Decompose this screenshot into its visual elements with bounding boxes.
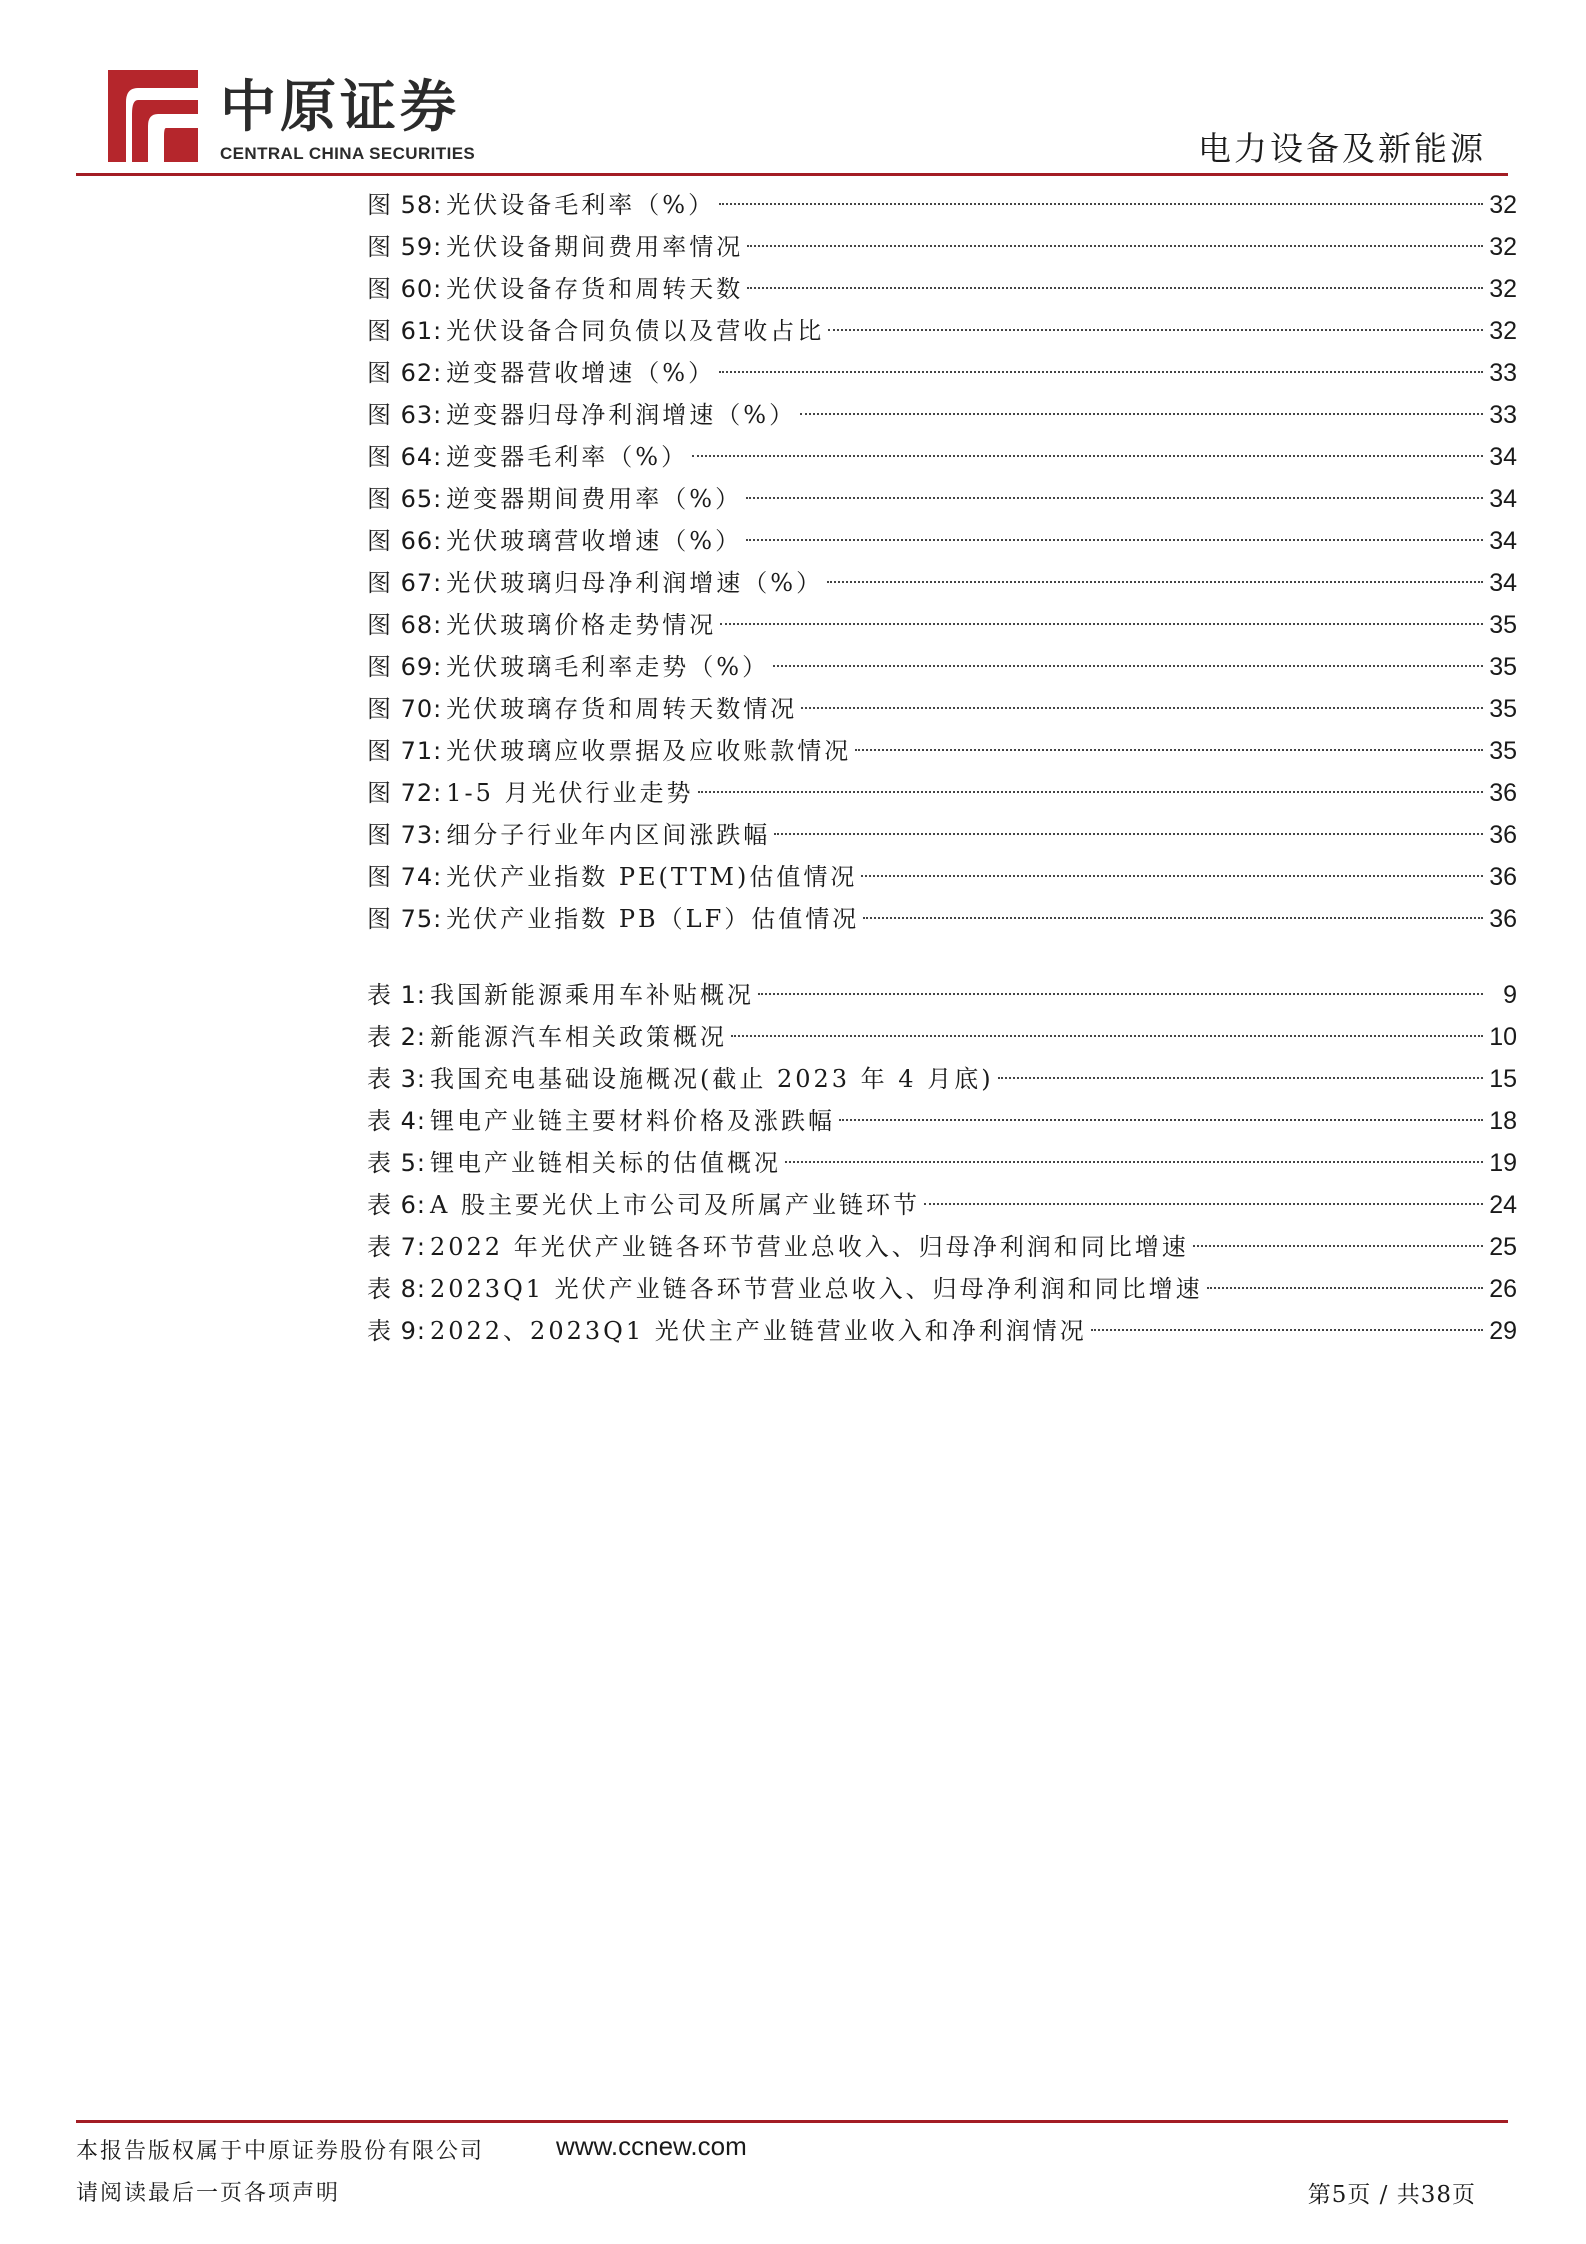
toc-entry-page: 36 xyxy=(1489,821,1517,849)
dot-leader xyxy=(800,413,1483,415)
toc-entry-title: A 股主要光伏上市公司及所属产业链环节 xyxy=(429,1191,920,1219)
toc-entry-page: 35 xyxy=(1489,611,1517,639)
toc-entry-title: 2022、2023Q1 光伏主产业链营业收入和净利润情况 xyxy=(429,1317,1087,1345)
figure-index-list xyxy=(367,184,1517,940)
dot-leader xyxy=(1207,1287,1483,1289)
toc-entry-page: 34 xyxy=(1489,443,1517,471)
dot-leader xyxy=(774,833,1483,835)
dot-leader xyxy=(719,371,1483,373)
toc-entry-title: 光伏玻璃价格走势情况 xyxy=(446,611,717,639)
logo-chinese-name: 中原证券 xyxy=(220,75,460,140)
toc-entry-label: 表 1: xyxy=(367,981,426,1009)
dot-leader xyxy=(1193,1245,1483,1247)
dot-leader xyxy=(801,707,1483,709)
toc-entry-label: 图 60: xyxy=(367,275,443,303)
footer-website-link[interactable]: www.ccnew.com xyxy=(556,2131,747,2161)
dot-leader xyxy=(785,1161,1483,1163)
toc-entry-page: 26 xyxy=(1489,1275,1517,1303)
toc-entry-page: 32 xyxy=(1489,275,1517,303)
figure-toc-entry[interactable] xyxy=(367,856,1517,898)
table-toc-entry[interactable] xyxy=(367,1226,1517,1268)
table-toc-entry[interactable] xyxy=(367,1100,1517,1142)
toc-entry-label: 图 65: xyxy=(367,485,443,513)
toc-entry-label: 图 63: xyxy=(367,401,443,429)
table-index-list xyxy=(367,974,1517,1352)
toc-entry-label: 表 5: xyxy=(367,1149,426,1177)
toc-entry-label: 表 8: xyxy=(367,1275,426,1303)
toc-entry-page: 33 xyxy=(1489,359,1517,387)
toc-entry-title: 锂电产业链相关标的估值概况 xyxy=(429,1149,781,1177)
table-toc-entry[interactable] xyxy=(367,1016,1517,1058)
toc-entry-title: 光伏玻璃存货和周转天数情况 xyxy=(446,695,798,723)
page-number: 第5页 / 共38页 xyxy=(1307,2182,1476,2208)
toc-entry-page: 35 xyxy=(1489,695,1517,723)
toc-entry-page: 36 xyxy=(1489,863,1517,891)
figure-toc-entry[interactable] xyxy=(367,772,1517,814)
toc-entry-label: 表 4: xyxy=(367,1107,426,1135)
dot-leader xyxy=(855,749,1483,751)
toc-entry-title: 光伏设备存货和周转天数 xyxy=(446,275,744,303)
toc-entry-label: 表 3: xyxy=(367,1065,426,1093)
header-divider xyxy=(76,173,1508,176)
toc-entry-page: 34 xyxy=(1489,527,1517,555)
figure-toc-entry[interactable] xyxy=(367,478,1517,520)
dot-leader xyxy=(747,287,1483,289)
toc-entry-label: 图 59: xyxy=(367,233,443,261)
toc-entry-page: 33 xyxy=(1489,401,1517,429)
toc-entry-page: 19 xyxy=(1489,1149,1517,1177)
figure-toc-entry[interactable] xyxy=(367,898,1517,940)
toc-entry-label: 图 69: xyxy=(367,653,443,681)
toc-entry-label: 图 58: xyxy=(367,191,443,219)
logo-mark-icon xyxy=(108,70,198,162)
figure-toc-entry[interactable] xyxy=(367,730,1517,772)
toc-entry-label: 图 75: xyxy=(367,905,443,933)
toc-entry-label: 图 68: xyxy=(367,611,443,639)
toc-entry-page: 32 xyxy=(1489,317,1517,345)
toc-entry-title: 我国充电基础设施概况(截止 2023 年 4 月底) xyxy=(429,1065,994,1093)
toc-entry-title: 我国新能源乘用车补贴概况 xyxy=(429,981,754,1009)
dot-leader xyxy=(720,623,1483,625)
dot-leader xyxy=(758,993,1483,995)
toc-entry-title: 2022 年光伏产业链各环节营业总收入、归母净利润和同比增速 xyxy=(429,1233,1189,1261)
dot-leader xyxy=(698,791,1483,793)
dot-leader xyxy=(692,455,1483,457)
dot-leader xyxy=(827,581,1483,583)
table-toc-entry[interactable] xyxy=(367,974,1517,1016)
report-category-title: 电力设备及新能源 xyxy=(1198,129,1486,168)
table-toc-entry[interactable] xyxy=(367,1268,1517,1310)
toc-entry-title: 新能源汽车相关政策概况 xyxy=(429,1023,727,1051)
toc-entry-title: 锂电产业链主要材料价格及涨跌幅 xyxy=(429,1107,835,1135)
figure-toc-entry[interactable] xyxy=(367,688,1517,730)
toc-entry-label: 图 72: xyxy=(367,779,443,807)
toc-entry-title: 光伏玻璃应收票据及应收账款情况 xyxy=(446,737,852,765)
figure-toc-entry[interactable] xyxy=(367,604,1517,646)
table-toc-entry[interactable] xyxy=(367,1184,1517,1226)
toc-entry-label: 图 61: xyxy=(367,317,443,345)
toc-entry-title: 光伏玻璃营收增速（%） xyxy=(446,527,743,555)
dot-leader xyxy=(747,245,1483,247)
figure-toc-entry[interactable] xyxy=(367,184,1517,226)
toc-entry-page: 34 xyxy=(1489,569,1517,597)
toc-entry-page: 18 xyxy=(1489,1107,1517,1135)
dot-leader xyxy=(924,1203,1483,1205)
toc-entry-title: 逆变器毛利率（%） xyxy=(446,443,689,471)
toc-entry-label: 表 6: xyxy=(367,1191,426,1219)
dot-leader xyxy=(998,1077,1483,1079)
toc-entry-label: 图 64: xyxy=(367,443,443,471)
dot-leader xyxy=(719,203,1483,205)
page-header xyxy=(0,0,1586,180)
footer-divider xyxy=(76,2120,1508,2123)
toc-entry-title: 1-5 月光伏行业走势 xyxy=(446,779,694,807)
toc-entry-page: 36 xyxy=(1489,779,1517,807)
toc-entry-label: 图 73: xyxy=(367,821,443,849)
dot-leader xyxy=(839,1119,1483,1121)
dot-leader xyxy=(731,1035,1483,1037)
logo-english-name: CENTRAL CHINA SECURITIES xyxy=(220,144,476,163)
dot-leader xyxy=(1091,1329,1483,1331)
toc-entry-title: 逆变器期间费用率（%） xyxy=(446,485,743,513)
figure-toc-entry[interactable] xyxy=(367,814,1517,856)
toc-entry-title: 光伏玻璃毛利率走势（%） xyxy=(446,653,770,681)
toc-entry-label: 图 66: xyxy=(367,527,443,555)
toc-entry-page: 25 xyxy=(1489,1233,1517,1261)
figure-toc-entry[interactable] xyxy=(367,226,1517,268)
toc-entry-title: 逆变器归母净利润增速（%） xyxy=(446,401,797,429)
toc-entry-page: 9 xyxy=(1503,981,1517,1009)
dot-leader xyxy=(773,665,1483,667)
figure-toc-entry[interactable] xyxy=(367,436,1517,478)
toc-entry-label: 表 2: xyxy=(367,1023,426,1051)
figure-toc-entry[interactable] xyxy=(367,352,1517,394)
toc-entry-page: 35 xyxy=(1489,653,1517,681)
table-toc-entry[interactable] xyxy=(367,1142,1517,1184)
toc-entry-label: 图 74: xyxy=(367,863,443,891)
table-toc-entry[interactable] xyxy=(367,1310,1517,1352)
table-toc-entry[interactable] xyxy=(367,1058,1517,1100)
figure-toc-entry[interactable] xyxy=(367,646,1517,688)
dot-leader xyxy=(828,329,1483,331)
toc-entry-title: 光伏设备毛利率（%） xyxy=(446,191,716,219)
figure-toc-entry[interactable] xyxy=(367,520,1517,562)
toc-entry-page: 34 xyxy=(1489,485,1517,513)
toc-entry-label: 表 9: xyxy=(367,1317,426,1345)
toc-entry-page: 32 xyxy=(1489,233,1517,261)
figure-toc-entry[interactable] xyxy=(367,268,1517,310)
toc-entry-label: 图 71: xyxy=(367,737,443,765)
dot-leader xyxy=(863,917,1483,919)
toc-entry-title: 2023Q1 光伏产业链各环节营业总收入、归母净利润和同比增速 xyxy=(429,1275,1203,1303)
toc-entry-page: 29 xyxy=(1489,1317,1517,1345)
dot-leader xyxy=(746,497,1483,499)
toc-entry-title: 光伏产业指数 PB（LF）估值情况 xyxy=(446,905,860,933)
figure-toc-entry[interactable] xyxy=(367,310,1517,352)
figure-toc-entry[interactable] xyxy=(367,394,1517,436)
footer-copyright: 本报告版权属于中原证券股份有限公司 xyxy=(76,2139,485,2164)
dot-leader xyxy=(746,539,1483,541)
toc-entry-page: 10 xyxy=(1489,1023,1517,1051)
toc-entry-label: 表 7: xyxy=(367,1233,426,1261)
footer-disclaimer-note: 请阅读最后一页各项声明 xyxy=(76,2181,341,2206)
toc-entry-label: 图 70: xyxy=(367,695,443,723)
toc-entry-label: 图 67: xyxy=(367,569,443,597)
toc-entry-page: 36 xyxy=(1489,905,1517,933)
toc-entry-title: 光伏设备期间费用率情况 xyxy=(446,233,744,261)
toc-entry-page: 15 xyxy=(1489,1065,1517,1093)
toc-entry-page: 35 xyxy=(1489,737,1517,765)
dot-leader xyxy=(861,875,1483,877)
toc-entry-title: 光伏玻璃归母净利润增速（%） xyxy=(446,569,824,597)
toc-entry-title: 光伏设备合同负债以及营收占比 xyxy=(446,317,825,345)
toc-entry-title: 逆变器营收增速（%） xyxy=(446,359,716,387)
toc-entry-label: 图 62: xyxy=(367,359,443,387)
toc-entry-title: 光伏产业指数 PE(TTM)估值情况 xyxy=(446,863,858,891)
toc-entry-title: 细分子行业年内区间涨跌幅 xyxy=(446,821,771,849)
figure-toc-entry[interactable] xyxy=(367,562,1517,604)
toc-entry-page: 24 xyxy=(1489,1191,1517,1219)
toc-entry-page: 32 xyxy=(1489,191,1517,219)
